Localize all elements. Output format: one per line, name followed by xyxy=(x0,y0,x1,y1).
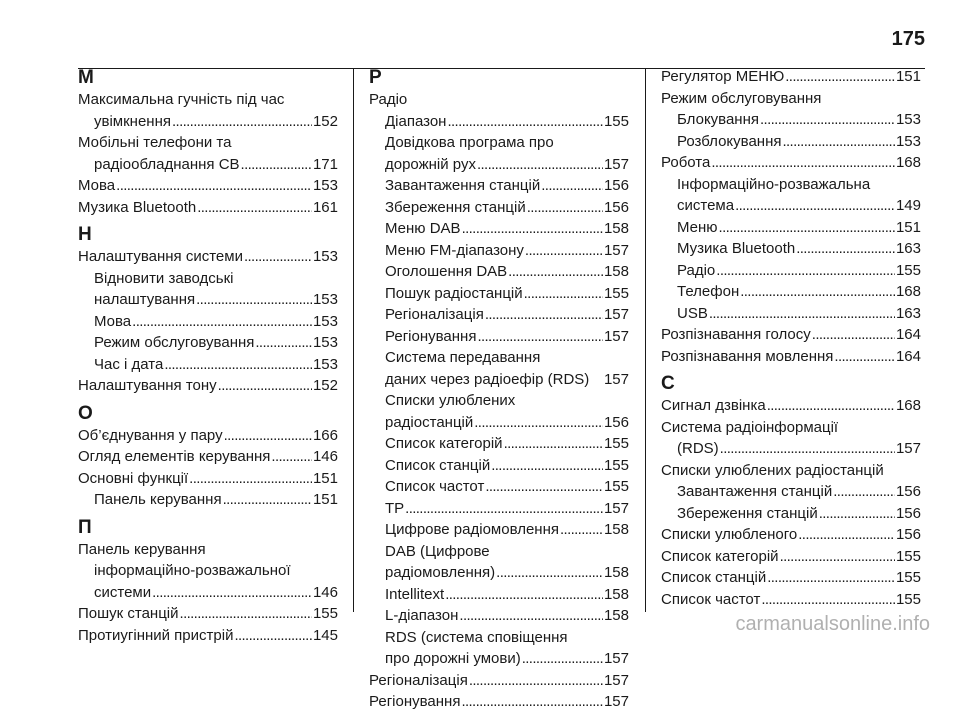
dot-leader xyxy=(720,438,895,460)
dot-leader xyxy=(485,476,603,498)
dot-leader xyxy=(834,346,895,368)
index-letter-heading: М xyxy=(78,67,94,88)
index-page-number: 164 xyxy=(895,326,921,343)
index-entry xyxy=(78,111,338,133)
index-entry xyxy=(661,260,921,282)
dot-leader xyxy=(833,481,895,503)
dot-leader xyxy=(223,489,312,511)
index-letter-heading: О xyxy=(78,402,93,424)
index-page-number: 157 xyxy=(603,650,629,667)
index-entry-text: Цифрове радіомовлення xyxy=(385,521,559,538)
dot-leader xyxy=(767,395,895,417)
index-page-number: 168 xyxy=(895,397,921,414)
index-entry-text: TP xyxy=(385,499,405,517)
dot-leader xyxy=(462,218,603,240)
dot-leader xyxy=(504,433,603,455)
index-entry xyxy=(78,468,338,490)
index-entry-text: Збереження станцій xyxy=(385,198,526,216)
index-page-number: 158 xyxy=(603,263,629,280)
index-entry-text: Пошук станцій xyxy=(78,605,179,622)
index-entry-text: Панель керування xyxy=(78,540,206,558)
index-entry xyxy=(369,433,629,455)
index-page-number: 171 xyxy=(312,155,338,173)
index-entry xyxy=(78,289,338,311)
index-page-number: 158 xyxy=(603,521,629,538)
index-page-number: 152 xyxy=(312,112,338,130)
dot-leader xyxy=(196,289,312,311)
index-entry-text: Довідкова програма про xyxy=(385,134,554,151)
dot-leader xyxy=(152,582,312,604)
index-entry-text: Максимальна гучність під час xyxy=(78,91,285,108)
index-entry-text: Меню xyxy=(677,218,718,236)
index-column-3 xyxy=(661,66,921,610)
index-entry-text: Список категорій xyxy=(385,435,503,452)
index-entry-text: Збереження станцій xyxy=(677,504,818,522)
dot-leader xyxy=(255,332,312,354)
index-entry xyxy=(661,109,921,131)
index-entry xyxy=(78,603,338,625)
index-entry xyxy=(661,303,921,325)
index-entry xyxy=(78,375,338,397)
dot-leader xyxy=(180,603,312,625)
index-page-number: 157 xyxy=(603,671,629,689)
index-entry xyxy=(369,304,629,326)
index-entry-text: Об’єднування у пару xyxy=(78,426,223,444)
index-entry-text: Радіо xyxy=(677,261,716,279)
dot-leader xyxy=(469,670,603,692)
dot-leader xyxy=(132,311,312,333)
index-entry xyxy=(661,324,921,346)
index-column-2 xyxy=(369,66,629,713)
index-entry-text: радіообладнання СВ xyxy=(94,155,240,173)
dot-leader xyxy=(477,326,603,348)
index-entry-text: Система радіоінформації xyxy=(661,418,839,436)
index-entry xyxy=(369,455,629,477)
index-page-number: 158 xyxy=(603,585,629,603)
index-page-number: 145 xyxy=(312,626,338,644)
index-page-number: 151 xyxy=(312,469,338,487)
index-entry xyxy=(369,691,629,713)
index-page-number: 163 xyxy=(895,240,921,257)
index-entry xyxy=(78,446,338,468)
index-entry-text: Список частот xyxy=(385,478,485,495)
index-entry xyxy=(661,438,921,460)
index-entry-text: DAB (Цифрове xyxy=(385,542,490,560)
index-entry-text: Режим обслуговування xyxy=(661,89,822,107)
index-page-number: 155 xyxy=(895,261,921,279)
index-page-number: 155 xyxy=(895,569,921,586)
index-entry xyxy=(78,175,338,197)
index-entry-text: Музика Bluetooth xyxy=(78,198,197,216)
index-page-number: 151 xyxy=(312,491,338,508)
index-page-number: 156 xyxy=(895,483,921,500)
index-entry-text: Регулятор МЕНЮ xyxy=(661,68,785,85)
index-entry xyxy=(369,670,629,692)
index-entry xyxy=(369,648,629,670)
index-page-number: 155 xyxy=(895,590,921,608)
index-entry-text: Телефон xyxy=(677,283,740,300)
index-entry xyxy=(369,218,629,240)
index-page-number: 158 xyxy=(603,607,629,624)
dot-leader xyxy=(785,66,895,88)
index-entry-text: Музика Bluetooth xyxy=(677,240,796,257)
dot-leader xyxy=(244,246,312,268)
index-entry-text: Налаштування системи xyxy=(78,248,243,265)
index-entry-text: радіостанцій xyxy=(385,413,474,431)
index-entry-text: Завантаження станцій xyxy=(385,177,541,194)
index-entry xyxy=(78,246,338,268)
index-entry xyxy=(78,132,338,154)
index-entry-text: Розпізнавання мовлення xyxy=(661,347,834,365)
index-page-number: 156 xyxy=(895,526,921,543)
index-page-number: 157 xyxy=(603,327,629,345)
index-entry-text: Система передавання xyxy=(385,349,541,366)
dot-leader xyxy=(740,281,895,303)
index-page-number: 153 xyxy=(312,355,338,373)
index-entry xyxy=(369,175,629,197)
index-entry xyxy=(78,354,338,376)
index-page-number: 151 xyxy=(895,68,921,85)
index-entry-text: Мова xyxy=(94,312,132,330)
dot-leader xyxy=(522,648,603,670)
index-entry xyxy=(369,197,629,219)
dot-leader xyxy=(508,261,603,283)
index-entry-text: дорожній рух xyxy=(385,155,476,173)
index-entry-text: Оголошення DAB xyxy=(385,263,508,280)
index-entry xyxy=(369,326,629,348)
dot-leader xyxy=(527,197,603,219)
index-entry xyxy=(78,539,338,561)
dot-leader xyxy=(761,589,895,611)
index-page-number: 168 xyxy=(895,283,921,300)
index-entry xyxy=(78,332,338,354)
dot-leader xyxy=(524,283,603,305)
dot-leader xyxy=(491,455,603,477)
index-entry xyxy=(78,197,338,219)
dot-leader xyxy=(525,240,603,262)
dot-leader xyxy=(474,412,603,434)
index-entry xyxy=(661,152,921,174)
index-page-number: 151 xyxy=(895,218,921,236)
index-page-number: 146 xyxy=(312,583,338,601)
index-entry xyxy=(369,584,629,606)
index-entry xyxy=(369,412,629,434)
index-entry xyxy=(78,154,338,176)
index-entry xyxy=(369,476,629,498)
index-entry xyxy=(369,154,629,176)
index-entry xyxy=(661,546,921,568)
index-page-number: 155 xyxy=(312,605,338,622)
index-page-number: 157 xyxy=(603,370,629,388)
index-page-number: 156 xyxy=(603,198,629,216)
index-entry-text: Основні функції xyxy=(78,469,189,487)
index-entry-text: Режим обслуговування xyxy=(94,334,255,351)
column-divider xyxy=(353,68,354,612)
index-entry-text: Меню FM-діапазону xyxy=(385,241,524,259)
index-page-number: 153 xyxy=(312,248,338,265)
index-entry xyxy=(78,560,338,582)
index-page-number: 156 xyxy=(603,413,629,431)
index-entry-text: система xyxy=(677,197,735,214)
index-letter-heading: Р xyxy=(369,67,382,88)
index-entry xyxy=(78,268,338,290)
index-entry xyxy=(369,111,629,133)
index-letter-heading: Н xyxy=(78,224,92,245)
index-page-number: 157 xyxy=(603,499,629,517)
index-entry-text: Огляд елементів керування xyxy=(78,448,271,465)
index-entry-text: увімкнення xyxy=(94,112,171,130)
index-entry-text: Діапазон xyxy=(385,112,447,130)
dot-leader xyxy=(218,375,312,397)
index-page-number: 153 xyxy=(895,111,921,128)
index-entry-text: інформаційно-розважальної xyxy=(94,562,291,579)
index-entry-text: Завантаження станцій xyxy=(677,483,833,500)
index-entry xyxy=(661,238,921,260)
dot-leader xyxy=(164,354,312,376)
dot-leader xyxy=(445,584,603,606)
index-entry-text: Меню DAB xyxy=(385,220,461,237)
index-entry xyxy=(661,346,921,368)
index-entry-text: системи xyxy=(94,583,152,601)
index-entry-text: Розпізнавання голосу xyxy=(661,326,811,343)
index-entry-text: Мова xyxy=(78,177,116,194)
dot-leader xyxy=(709,303,895,325)
index-entry xyxy=(369,240,629,262)
index-entry-text: Час і дата xyxy=(94,355,164,373)
index-entry xyxy=(661,524,921,546)
index-page-number: 153 xyxy=(312,177,338,194)
index-entry-text: налаштування xyxy=(94,291,196,308)
index-page-number: 155 xyxy=(895,547,921,565)
dot-leader xyxy=(760,109,895,131)
index-entry xyxy=(661,567,921,589)
index-entry xyxy=(661,217,921,239)
index-entry xyxy=(369,605,629,627)
index-entry-text: Списки улюблених радіостанцій xyxy=(661,461,884,479)
dot-leader xyxy=(780,546,895,568)
index-entry-text: Список станцій xyxy=(661,569,767,586)
dot-leader xyxy=(461,691,603,713)
dot-leader xyxy=(241,154,312,176)
index-page-number: 156 xyxy=(603,177,629,194)
dot-leader xyxy=(172,111,312,133)
index-entry-text: USB xyxy=(677,304,708,322)
index-page-number: 152 xyxy=(312,377,338,394)
index-entry-text: Список категорій xyxy=(661,547,779,565)
index-page-number: 161 xyxy=(312,198,338,216)
dot-leader xyxy=(459,605,603,627)
dot-leader xyxy=(735,195,895,217)
dot-leader xyxy=(711,152,895,174)
index-page-number: 153 xyxy=(312,312,338,330)
index-entry xyxy=(661,131,921,153)
dot-leader xyxy=(189,468,312,490)
index-page-number: 157 xyxy=(603,693,629,710)
dot-leader xyxy=(767,567,895,589)
index-entry xyxy=(369,261,629,283)
index-entry xyxy=(661,481,921,503)
index-entry xyxy=(661,88,921,110)
index-page-number: 164 xyxy=(895,347,921,365)
index-entry xyxy=(369,89,629,111)
index-page-number: 157 xyxy=(603,306,629,323)
index-entry-text: Радіо xyxy=(369,91,408,108)
dot-leader xyxy=(819,503,895,525)
dot-leader xyxy=(447,111,603,133)
index-entry-text: Intellitext xyxy=(385,585,445,603)
index-entry-text: Панель керування xyxy=(94,491,222,508)
index-entry-text: Розблокування xyxy=(677,132,782,150)
index-page-number: 155 xyxy=(603,478,629,495)
index-entry-text: Список частот xyxy=(661,590,761,608)
index-entry xyxy=(369,347,629,369)
index-entry-text: Списки улюбленого xyxy=(661,526,798,543)
dot-leader xyxy=(224,425,312,447)
index-entry xyxy=(661,460,921,482)
index-entry xyxy=(369,627,629,649)
dot-leader xyxy=(560,519,603,541)
index-page-number: 163 xyxy=(895,304,921,322)
index-page-number: 157 xyxy=(895,440,921,457)
index-page-number: 158 xyxy=(603,220,629,237)
index-page-number: 158 xyxy=(603,564,629,581)
column-divider xyxy=(645,68,646,612)
index-entry xyxy=(369,541,629,563)
index-entry xyxy=(369,369,629,391)
index-column-1 xyxy=(78,66,338,646)
dot-leader xyxy=(782,131,894,153)
index-page-number: 153 xyxy=(312,291,338,308)
dot-leader xyxy=(796,238,895,260)
watermark: carmanualsonline.info xyxy=(735,613,930,635)
index-entry-text: Регіоналізація xyxy=(385,306,484,323)
index-entry-text: даних через радіоефір (RDS) xyxy=(385,370,590,388)
index-entry xyxy=(78,582,338,604)
index-entry xyxy=(78,89,338,111)
dot-leader xyxy=(719,217,895,239)
index-letter-heading: П xyxy=(78,516,92,538)
index-entry xyxy=(661,395,921,417)
index-page-number: 157 xyxy=(603,155,629,173)
index-entry-text: Регіонування xyxy=(369,693,461,710)
index-page-number: 157 xyxy=(603,241,629,259)
dot-leader xyxy=(116,175,312,197)
index-page-number: 153 xyxy=(312,334,338,351)
index-entry xyxy=(661,195,921,217)
index-entry xyxy=(78,425,338,447)
dot-leader xyxy=(197,197,312,219)
dot-leader xyxy=(405,498,603,520)
index-page-number: 155 xyxy=(603,284,629,302)
index-page-number: 155 xyxy=(603,112,629,130)
dot-leader xyxy=(234,625,312,647)
index-page-number: 156 xyxy=(895,504,921,522)
index-entry-text: Протиугінний пристрій xyxy=(78,626,234,644)
page-number: 175 xyxy=(891,28,925,50)
index-letter-heading: С xyxy=(661,373,675,394)
dot-leader xyxy=(541,175,603,197)
index-entry-text: (RDS) xyxy=(677,440,719,457)
index-entry xyxy=(661,66,921,88)
index-entry xyxy=(369,519,629,541)
dot-leader xyxy=(716,260,895,282)
index-page-number: 168 xyxy=(895,154,921,171)
index-page-number: 166 xyxy=(312,426,338,444)
index-entry xyxy=(369,562,629,584)
index-entry-text: Відновити заводські xyxy=(94,269,234,287)
index-entry-text: Регіоналізація xyxy=(369,671,468,689)
index-entry-text: Сигнал дзвінка xyxy=(661,397,766,414)
dot-leader xyxy=(496,562,603,584)
index-page-number: 155 xyxy=(603,435,629,452)
index-entry-text: RDS (система сповіщення xyxy=(385,628,568,646)
dot-leader xyxy=(485,304,603,326)
index-page-number: 149 xyxy=(895,197,921,214)
index-entry-text: Списки улюблених xyxy=(385,392,516,409)
index-entry-text: радіомовлення) xyxy=(385,564,496,581)
index-page-number: 146 xyxy=(312,448,338,465)
index-entry xyxy=(78,489,338,511)
dot-leader xyxy=(812,324,895,346)
index-page-number: 153 xyxy=(895,132,921,150)
dot-leader xyxy=(271,446,312,468)
index-page-number: 155 xyxy=(603,456,629,474)
index-entry-text: Робота xyxy=(661,154,711,171)
index-entry-text: Пошук радіостанцій xyxy=(385,284,523,302)
dot-leader xyxy=(798,524,895,546)
index-entry xyxy=(78,311,338,333)
index-entry xyxy=(661,174,921,196)
index-entry xyxy=(369,132,629,154)
index-entry-text: Регіонування xyxy=(385,327,477,345)
dot-leader xyxy=(477,154,603,176)
index-entry xyxy=(661,281,921,303)
index-entry xyxy=(369,390,629,412)
index-entry-text: Інформаційно-розважальна xyxy=(677,175,871,193)
index-entry xyxy=(661,417,921,439)
index-entry xyxy=(369,498,629,520)
index-entry-text: Налаштування тону xyxy=(78,377,217,394)
index-entry-text: Блокування xyxy=(677,111,760,128)
index-entry-text: Список станцій xyxy=(385,456,491,474)
index-entry xyxy=(369,283,629,305)
index-entry xyxy=(661,503,921,525)
index-entry-text: L-діапазон xyxy=(385,607,459,624)
index-entry xyxy=(78,625,338,647)
index-entry-text: про дорожні умови) xyxy=(385,650,521,667)
index-entry xyxy=(661,589,921,611)
index-entry-text: Мобільні телефони та xyxy=(78,134,232,151)
